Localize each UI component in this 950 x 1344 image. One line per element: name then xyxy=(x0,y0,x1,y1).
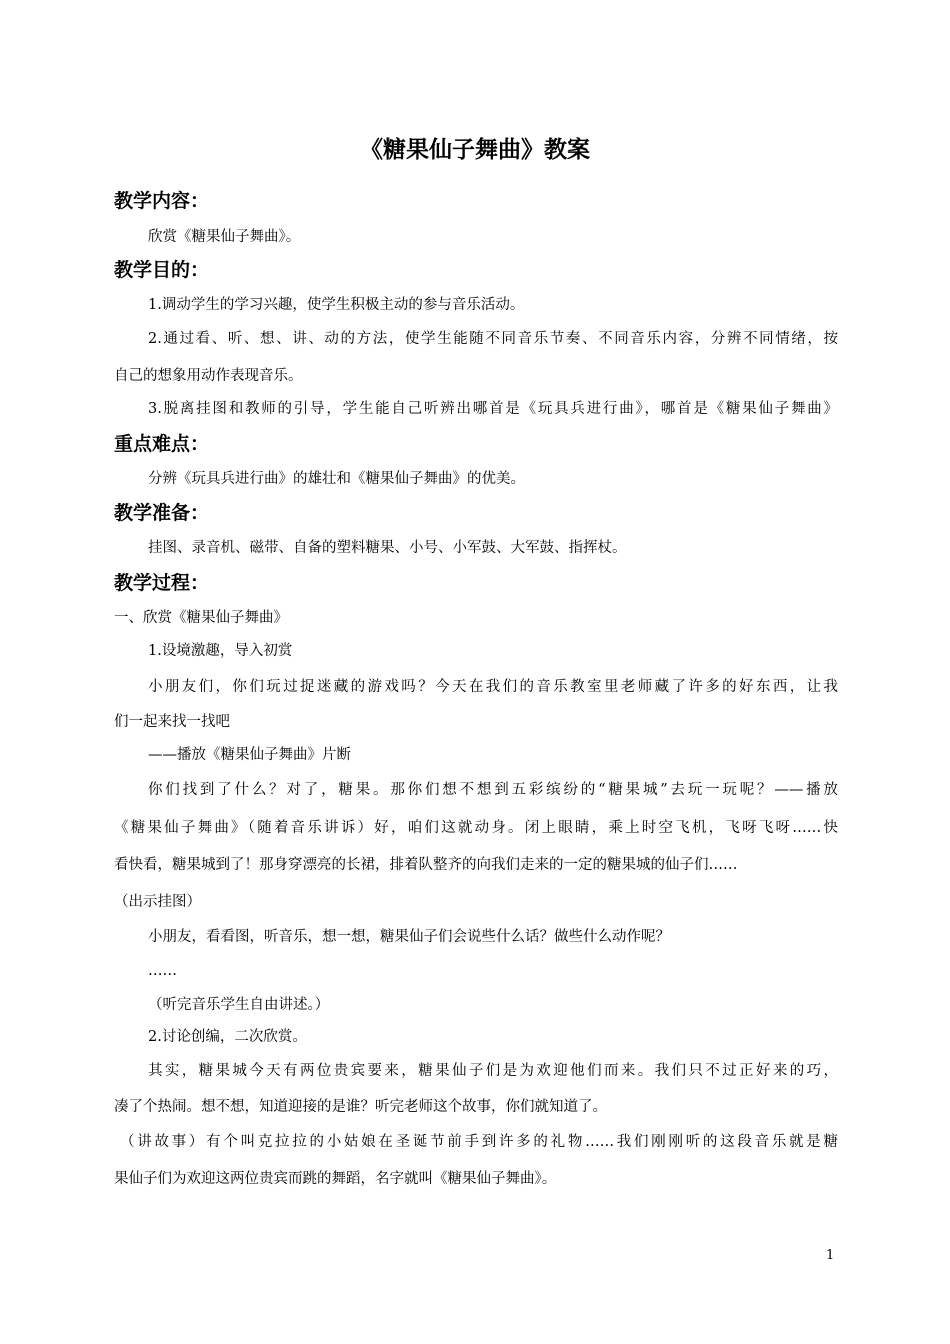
paragraph-7-line-2: 凑了个热闹。想不想，知道迎接的是谁？听完老师这个故事，你们就知道了。 xyxy=(114,1099,607,1115)
paragraph-4: 小朋友，看看图，听音乐，想一想，糖果仙子们会说些什么话？做些什么动作呢？ xyxy=(148,929,670,945)
paragraph-3-line-4: （出示挂图） xyxy=(114,894,201,910)
goal-item-3: 3.脱离挂图和教师的引导，学生能自己听辨出哪首是《玩具兵进行曲》，哪首是《糖果仙子舞曲》 xyxy=(148,401,838,417)
document-title: 《糖果仙子舞曲》教案 xyxy=(360,137,590,163)
goal-item-2-line-2: 自己的想象用动作表现音乐。 xyxy=(114,368,303,384)
paragraph-2: ——播放《糖果仙子舞曲》片断 xyxy=(148,747,351,763)
paragraph-5: …… xyxy=(148,963,177,979)
process-step-2: 2.讨论创编，二次欣赏。 xyxy=(148,1029,307,1045)
teaching-content-text: 欣赏《糖果仙子舞曲》。 xyxy=(148,229,301,245)
paragraph-3-line-1: 你们找到了什么？对了，糖果。那你们想不想到五彩缤纷的“糖果城”去玩一玩呢？——播放 xyxy=(148,782,838,798)
paragraph-7-line-1: 其实，糖果城今天有两位贵宾要来，糖果仙子们是为欢迎他们而来。我们只不过正好来的巧， xyxy=(148,1063,838,1079)
heading-key-points: 重点难点： xyxy=(114,433,210,455)
process-step-1: 1.设境激趣，导入初赏 xyxy=(148,643,293,659)
heading-teaching-process: 教学过程： xyxy=(114,572,210,594)
heading-teaching-goals: 教学目的： xyxy=(114,259,210,281)
heading-teaching-preparation: 教学准备： xyxy=(114,502,210,524)
paragraph-8-line-1: （讲故事）有个叫克拉拉的小姑娘在圣诞节前手到许多的礼物……我们刚刚听的这段音乐就是糖 xyxy=(120,1134,838,1150)
preparation-text: 挂图、录音机、磁带、自备的塑料糖果、小号、小军鼓、大军鼓、指挥杖。 xyxy=(148,540,627,556)
key-points-text: 分辨《玩具兵进行曲》的雄壮和《糖果仙子舞曲》的优美。 xyxy=(148,471,525,487)
paragraph-3-line-3: 看快看，糖果城到了！那身穿漂亮的长裙，排着队整齐的向我们走来的一定的糖果城的仙子们…… xyxy=(114,857,738,873)
paragraph-1-line-1: 小朋友们，你们玩过捉迷藏的游戏吗？今天在我们的音乐教室里老师藏了许多的好东西，让我 xyxy=(148,679,838,695)
paragraph-1-line-2: 们一起来找一找吧 xyxy=(114,714,230,730)
goal-item-1: 1.调动学生的学习兴趣，使学生积极主动的参与音乐活动。 xyxy=(148,297,525,313)
heading-teaching-content: 教学内容： xyxy=(114,190,210,212)
page-number: 1 xyxy=(826,1248,835,1263)
paragraph-8-line-2: 果仙子们为欢迎这两位贵宾而跳的舞蹈，名字就叫《糖果仙子舞曲》。 xyxy=(114,1171,557,1187)
goal-item-2-line-1: 2.通过看、听、想、讲、动的方法，使学生能随不同音乐节奏、不同音乐内容，分辨不同情绪，按 xyxy=(148,331,838,347)
process-part-1: 一、欣赏《糖果仙子舞曲》 xyxy=(114,610,288,626)
paragraph-3-line-2: 《糖果仙子舞曲》（随着音乐讲诉）好，咱们这就动身。闭上眼睛，乘上时空飞机，飞呀飞呀……快 xyxy=(114,820,838,836)
paragraph-6: （听完音乐学生自由讲述。） xyxy=(148,997,330,1013)
